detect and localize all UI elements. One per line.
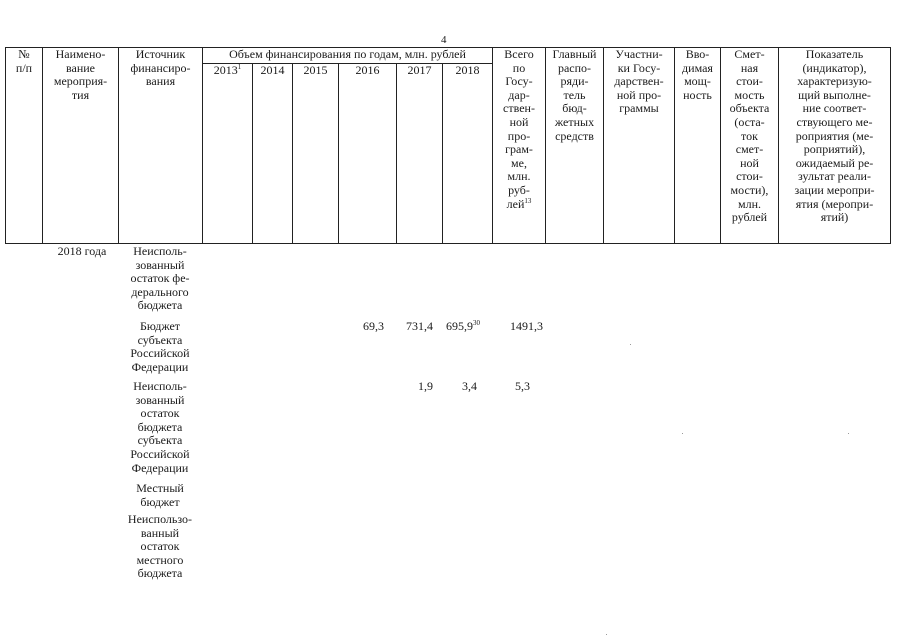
row-source: Местный бюджет: [136, 481, 184, 509]
cell-2017: 1,9: [418, 379, 433, 393]
row-source: Бюджет субъекта Российской Федерации: [130, 319, 190, 374]
header-indicator: Показатель (индикатор), характеризую- щий выполне- ние соответ- ствующего ме- роприятия (ме- роприятий), ожидаемый ре- зультат реали- зации меропри- ятия (меропри- ятий): [779, 48, 891, 244]
header-year: 2015: [293, 64, 339, 244]
header-year: 2017: [397, 64, 443, 244]
header-year: 2014: [253, 64, 293, 244]
header-manager: Главный распо- ряди- тель бюд- жетных средств: [546, 48, 604, 244]
header-estimate: Смет- ная стои- мость объекта (оста- ток смет- ной стои- мости), млн. рублей: [721, 48, 779, 244]
scan-speck: [630, 344, 631, 345]
row-year-label: 2018 года: [57, 244, 107, 258]
header-participants: Участни- ки Госу- дарствен- ной про- граммы: [604, 48, 675, 244]
header-volume: Объем финансирования по годам, млн. рублей: [203, 48, 493, 64]
row-source: Неиспользо- ванный остаток местного бюджета: [127, 512, 193, 581]
header-capacity: Вво- димая мощ- ность: [675, 48, 721, 244]
cell-2018: 3,4: [462, 379, 477, 393]
page-number: 4: [441, 34, 447, 46]
cell-2017: 731,4: [406, 319, 433, 333]
header-year: 2018: [443, 64, 493, 244]
scan-speck: [682, 433, 683, 434]
cell-2018-sup: 30: [473, 319, 480, 327]
cell-total: 5,3: [515, 379, 530, 393]
header-total-sup: 13: [524, 196, 532, 205]
row-source: Неисполь- зованный остаток бюджета субъекта Российской Федерации: [130, 379, 190, 475]
header-name: Наимено- вание мероприя- тия: [43, 48, 119, 244]
header-year: 2013$^1$: [203, 64, 253, 244]
cell-2016: 69,3: [363, 319, 384, 333]
cell-total: 1491,3: [510, 319, 543, 333]
header-total: Всего по Госу- дар- ствен- ной про- грам- ме, млн. руб- лей$^{13}$: [493, 48, 546, 244]
row-source: Неисполь- зованный остаток фе- дерального бюджета: [130, 244, 190, 313]
header-num: № п/п: [6, 48, 43, 244]
header-year: 2016: [339, 64, 397, 244]
cell-2018: 695,9$^{30}$: [446, 319, 480, 333]
scan-speck: [606, 634, 607, 635]
scan-speck: [848, 433, 849, 434]
header-source: Источник финансиро- вания: [119, 48, 203, 244]
header-table: [5, 47, 891, 244]
